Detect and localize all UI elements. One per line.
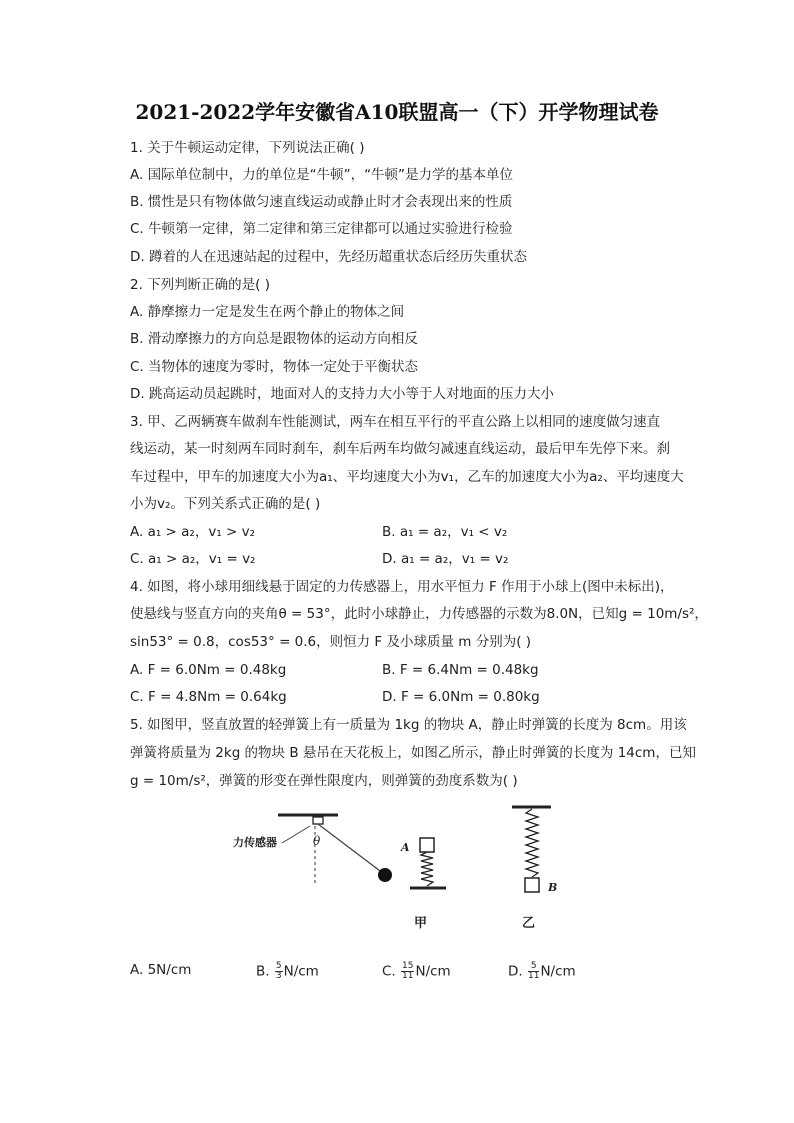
q4-stem-line3: sin53° = 0.8，cos53° = 0.6，则恒力 F 及小球质量 m 分别为( )	[130, 634, 532, 650]
q1-option-a: A. 国际单位制中，力的单位是“牛顿”，“牛顿”是力学的基本单位	[130, 167, 514, 183]
q2-option-d: D. 跳高运动员起跳时，地面对人的支持力大小等于人对地面的压力大小	[130, 386, 554, 402]
caption-jia: 甲	[414, 916, 428, 931]
q5-c-numerator: 15	[402, 961, 414, 971]
ball	[378, 868, 392, 882]
q4-stem-line2: 使悬线与竖直方向的夹角θ = 53°，此时小球静止，力传感器的示数为8.0N，已知g = 10m/s²，	[130, 606, 708, 622]
theta-label: θ	[313, 834, 321, 848]
q5-c-unit: N/cm	[415, 963, 451, 980]
spring-yi	[526, 809, 538, 877]
q1-stem: 1. 关于牛顿运动定律，下列说法正确( )	[130, 140, 365, 156]
q5-option-b-fraction	[275, 962, 283, 981]
q4-stem-line1: 4. 如图，将小球用细线悬于固定的力传感器上，用水平恒力 F 作用于小球上(图中未标出)，	[130, 579, 674, 595]
spring-jia	[421, 852, 433, 886]
q3-option-b: B. a₁ = a₂，v₁ < v₂	[382, 524, 508, 540]
q5-option-c-fraction	[401, 962, 414, 981]
q4-option-c: C. F = 4.8Nm = 0.64kg	[130, 689, 287, 705]
q5-option-d-letter: D.	[508, 963, 523, 980]
q5-d-numerator: 5	[528, 962, 539, 972]
q2-option-b: B. 滑动摩擦力的方向总是跟物体的运动方向相反	[130, 331, 418, 347]
q3-option-c: C. a₁ > a₂，v₁ = v₂	[130, 551, 256, 567]
q5-b-denominator: 3	[275, 971, 282, 981]
q5-d-denominator: 11	[527, 971, 540, 981]
q5-option-d-fraction	[528, 962, 539, 981]
q1-option-d: D. 蹲着的人在迅速站起的过程中，先经历超重状态后经历失重状态	[130, 249, 527, 265]
q5-option-c-letter: C.	[382, 963, 396, 980]
q2-stem: 2. 下列判断正确的是( )	[130, 277, 270, 293]
q3-stem-line4: 小为v₂。下列关系式正确的是( )	[130, 496, 321, 512]
q5-option-d	[508, 962, 576, 981]
q5-stem-line3: g = 10m/s²，弹簧的形变在弹性限度内，则弹簧的劲度系数为( )	[130, 773, 518, 789]
q5-b-unit: N/cm	[283, 963, 319, 980]
sensor-label: 力传感器	[233, 836, 277, 849]
force-sensor	[313, 817, 323, 824]
q5-option-c	[382, 962, 451, 981]
page-title: 2021-2022学年安徽省A10联盟高一（下）开学物理试卷	[135, 100, 659, 124]
q3-option-a: A. a₁ > a₂，v₁ > v₂	[130, 524, 256, 540]
q5-b-numerator: 5	[275, 961, 282, 971]
q5-d-unit: N/cm	[540, 963, 576, 980]
figure-jia	[400, 838, 446, 931]
figure-yi	[512, 807, 557, 931]
block-a	[420, 838, 434, 852]
q5-c-denominator: 11	[402, 971, 414, 981]
q4-option-a: A. F = 6.0Nm = 0.48kg	[130, 662, 287, 678]
q1-option-c: C. 牛顿第一定律，第二定律和第三定律都可以通过实验进行检验	[130, 221, 513, 237]
block-b	[525, 878, 539, 892]
q3-stem-line3: 车过程中，甲车的加速度大小为a₁、平均速度大小为v₁，乙车的加速度大小为a₂、平均速度大	[130, 469, 684, 485]
q3-stem-line1: 3. 甲、乙两辆赛车做刹车性能测试，两车在相互平行的平直公路上以相同的速度做匀速直	[130, 414, 661, 430]
q3-option-d: D. a₁ = a₂，v₁ = v₂	[382, 551, 509, 567]
q5-option-b	[256, 962, 319, 981]
label-pointer	[282, 826, 310, 843]
q4-option-b: B. F = 6.4Nm = 0.48kg	[382, 662, 539, 678]
q5-option-a: A. 5N/cm	[130, 962, 192, 978]
caption-yi: 乙	[522, 916, 536, 931]
label-a: A	[401, 841, 410, 854]
q5-stem-line1: 5. 如图甲，竖直放置的轻弹簧上有一质量为 1kg 的物块 A，静止时弹簧的长度为 8cm。用该	[130, 717, 687, 733]
q2-option-a: A. 静摩擦力一定是发生在两个静止的物体之间	[130, 304, 405, 320]
q1-option-b: B. 惯性是只有物体做匀速直线运动或静止时才会表现出来的性质	[130, 194, 513, 210]
string-line	[318, 824, 384, 874]
q4-option-d: D. F = 6.0Nm = 0.80kg	[382, 689, 540, 705]
force-sensor-diagram	[233, 815, 392, 886]
q5-option-b-letter: B.	[256, 963, 270, 980]
q2-option-c: C. 当物体的速度为零时，物体一定处于平衡状态	[130, 359, 419, 375]
q5-stem-line2: 弹簧将质量为 2kg 的物块 B 悬吊在天花板上，如图乙所示，静止时弹簧的长度为 14cm，已知	[130, 745, 696, 761]
label-b: B	[548, 881, 558, 894]
q3-stem-line2: 线运动，某一时刻两车同时刹车，刹车后两车均做匀减速直线运动，最后甲车先停下来。刹	[130, 441, 670, 457]
